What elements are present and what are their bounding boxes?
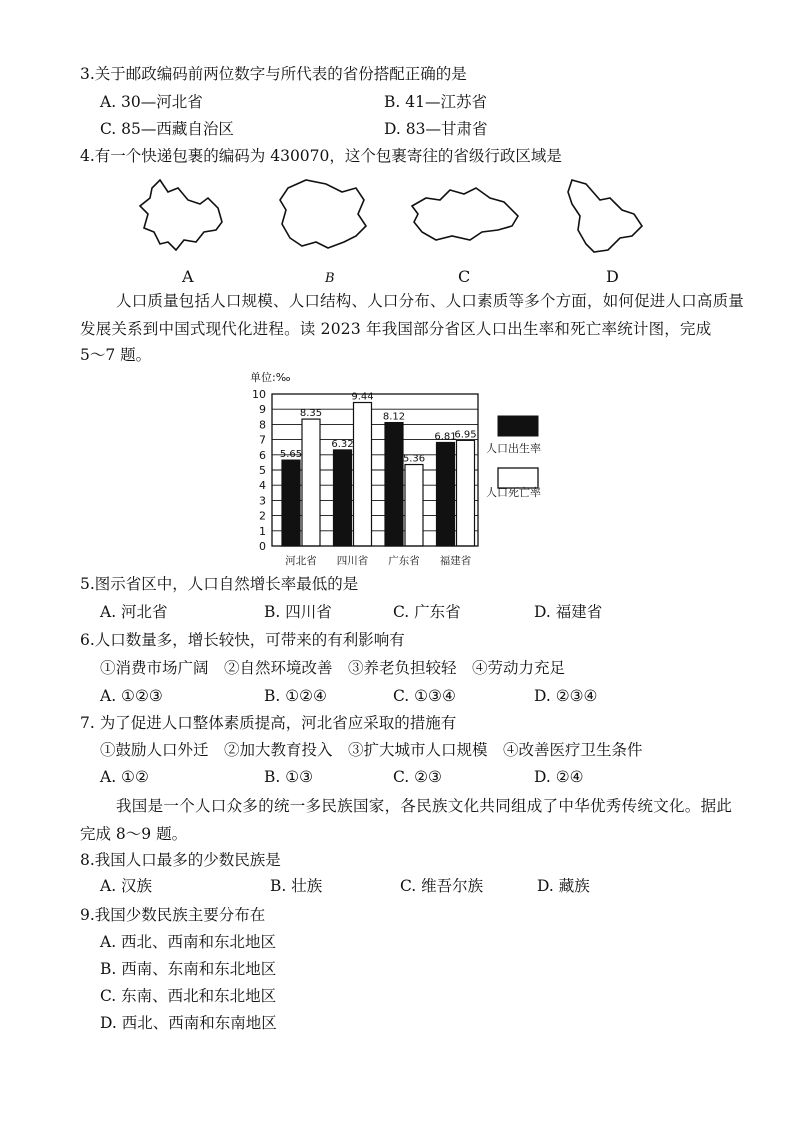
x-category-label: 河北省: [285, 555, 317, 567]
x-category-label: 福建省: [439, 555, 472, 567]
q6-option-b: B. ①②④: [264, 687, 327, 705]
bar-death-3: [457, 440, 475, 546]
bar-birth-2: [385, 423, 403, 546]
passage1-line2: 发展关系到中国式现代化进程。读 2023 年我国部分省区人口出生率和死亡率统计图，完成: [80, 320, 712, 338]
q3-option-d: D. 83—甘肃省: [384, 120, 488, 138]
q3-option-c: C. 85—西藏自治区: [100, 120, 234, 138]
q3-option-a: A. 30—河北省: [100, 93, 203, 111]
bar-death-1: [354, 403, 372, 546]
q9-option-c: C. 东南、西北和东北地区: [100, 987, 277, 1005]
value-label-birth-1: 6.32: [331, 438, 354, 450]
x-category-label: 四川省: [336, 555, 369, 567]
q9-option-b: B. 西南、东南和东北地区: [100, 960, 277, 978]
q5-option-d: D. 福建省: [534, 603, 603, 621]
y-tick-label: 6: [259, 448, 266, 462]
legend-death-swatch: [498, 468, 538, 488]
y-tick-label: 2: [259, 509, 266, 523]
value-label-death-0: 8.35: [299, 408, 323, 420]
value-label-death-1: 9.44: [351, 391, 374, 403]
passage1-line1: 人口质量包括人口规模、人口结构、人口分布、人口素质等多个方面，如何促进人口高质量: [116, 292, 745, 310]
y-tick-label: 8: [259, 418, 266, 432]
map-c-label: C: [458, 267, 471, 286]
q5-option-b: B. 四川省: [264, 603, 332, 621]
value-label-birth-2: 8.12: [382, 411, 406, 423]
q8-option-a: A. 汉族: [100, 877, 153, 895]
q7-option-c: C. ②③: [393, 768, 442, 786]
bar-death-2: [405, 465, 423, 546]
province-maps: [130, 170, 650, 266]
value-label-death-2: 5.36: [402, 453, 426, 465]
y-tick-label: 9: [259, 403, 266, 417]
q5-option-a: A. 河北省: [100, 603, 168, 621]
map-d-label: D: [606, 267, 619, 286]
q9-option-a: A. 西北、西南和东北地区: [100, 933, 277, 951]
map-c-outline: [412, 188, 518, 240]
y-tick-label: 10: [252, 388, 266, 401]
q3-stem: 3.关于邮政编码前两位数字与所代表的省份搭配正确的是: [80, 65, 467, 83]
q9-option-d: D. 西北、西南和东南地区: [100, 1014, 277, 1032]
passage2-line2: 完成 8～9 题。: [80, 825, 188, 843]
passage2-line1: 我国是一个人口众多的统一多民族国家，各民族文化共同组成了中华优秀传统文化。据此: [116, 797, 733, 815]
population-bar-chart: [240, 366, 600, 574]
y-tick-label: 5: [259, 464, 266, 477]
bar-birth-3: [437, 442, 455, 546]
q7-option-a: A. ①②: [100, 768, 149, 786]
y-tick-label: 0: [259, 540, 266, 553]
map-b-outline: [280, 180, 366, 248]
passage1-line3: 5～7 题。: [80, 346, 152, 364]
q7-stem: 7. 为了促进人口整体素质提高，河北省应采取的措施有: [80, 714, 457, 732]
y-tick-label: 4: [259, 479, 266, 493]
legend-birth-label: 人口出生率: [486, 442, 541, 455]
q7-option-b: B. ①③: [264, 768, 314, 786]
bar-birth-1: [334, 450, 352, 546]
q6-option-a: A. ①②③: [100, 687, 163, 705]
y-tick-label: 1: [259, 524, 266, 538]
q4-stem: 4.有一个快递包裹的编码为 430070，这个包裹寄往的省级行政区域是: [80, 147, 562, 165]
legend-birth-swatch: [498, 416, 538, 436]
q8-option-d: D. 藏族: [537, 877, 590, 895]
q8-stem: 8.我国人口最多的少数民族是: [80, 851, 281, 869]
map-d-outline: [568, 180, 642, 252]
q5-stem: 5.图示省区中，人口自然增长率最低的是: [80, 575, 359, 593]
chart-unit-label: 单位:‰: [250, 371, 291, 384]
value-label-death-3: 6.95: [454, 429, 477, 441]
q5-option-c: C. 广东省: [393, 603, 461, 621]
map-a-outline: [140, 180, 222, 250]
y-tick-label: 3: [259, 494, 266, 508]
q8-option-b: B. 壮族: [270, 877, 323, 895]
q7-items: ①鼓励人口外迁 ②加大教育投入 ③扩大城市人口规模 ④改善医疗卫生条件: [100, 741, 643, 759]
map-a-label: A: [182, 267, 194, 286]
q6-option-d: D. ②③④: [534, 687, 598, 705]
bar-death-0: [302, 419, 320, 546]
q7-option-d: D. ②④: [534, 768, 584, 786]
x-category-label: 广东省: [388, 555, 420, 567]
q8-option-c: C. 维吾尔族: [400, 877, 484, 895]
legend-death-label: 人口死亡率: [486, 486, 541, 499]
q3-option-b: B. 41—江苏省: [384, 93, 487, 111]
q6-stem: 6.人口数量多，增长较快，可带来的有利影响有: [80, 631, 405, 649]
q6-option-c: C. ①③④: [393, 687, 456, 705]
q9-stem: 9.我国少数民族主要分布在: [80, 906, 266, 924]
bar-birth-0: [282, 460, 300, 546]
q6-items: ①消费市场广阔 ②自然环境改善 ③养老负担较轻 ④劳动力充足: [100, 659, 566, 677]
map-b-label: B: [325, 271, 335, 286]
value-label-birth-3: 6.81: [434, 431, 457, 443]
y-tick-label: 7: [259, 433, 266, 447]
value-label-birth-0: 5.65: [279, 449, 303, 461]
